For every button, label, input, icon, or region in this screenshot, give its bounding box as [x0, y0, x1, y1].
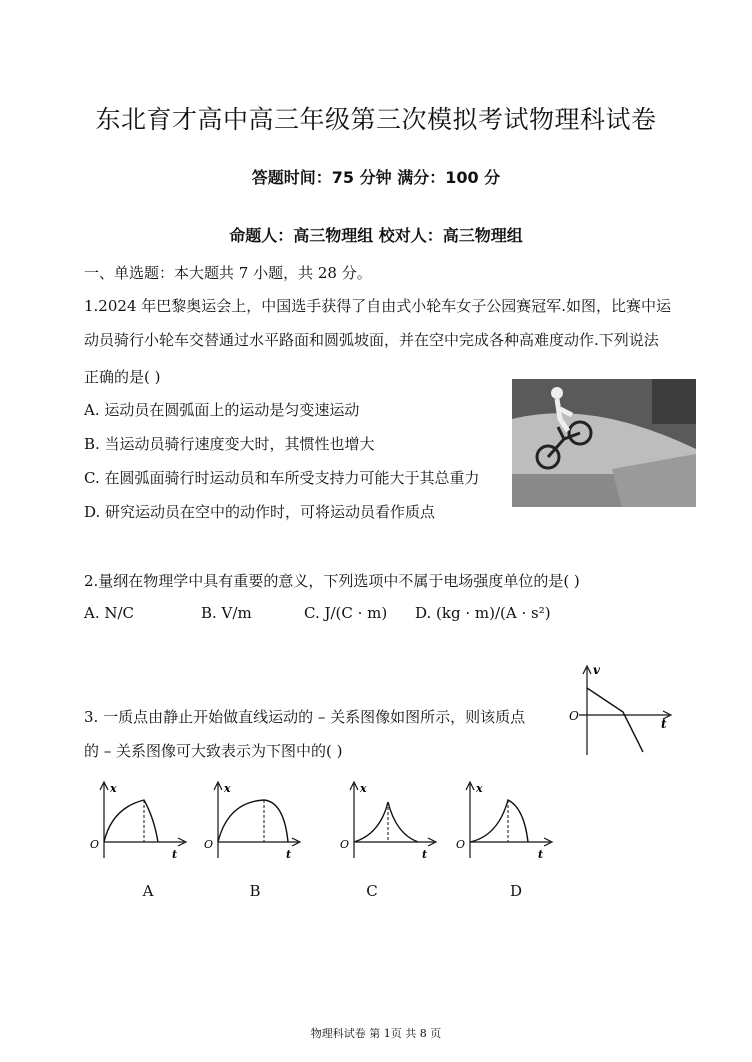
q1-stem-line3: 正确的是( )	[84, 368, 161, 386]
q1-stem-line1: 1.2024 年巴黎奥运会上，中国选手获得了自由式小轮车女子公园赛冠军.如图，比赛中运	[84, 297, 672, 315]
x-axis-label-c: x	[360, 782, 367, 795]
x-axis-label-b: x	[224, 782, 231, 795]
q3-stem-line2: 的 – 关系图像可大致表示为下图中的( )	[84, 742, 343, 760]
q3-stem-line1: 3. 一质点由静止开始做直线运动的 – 关系图像如图所示，则该质点	[84, 708, 526, 726]
x-axis-label-d: x	[476, 782, 483, 795]
t-axis-label-d: t	[538, 848, 544, 861]
exam-title: 东北育才高中高三年级第三次模拟考试物理科试卷	[95, 105, 657, 134]
t-axis-label-a: t	[172, 848, 178, 861]
x-t-graph-b	[198, 778, 308, 866]
origin-label-b: O	[204, 838, 214, 851]
choice-label-a: A	[142, 882, 154, 900]
q1-option-a: A. 运动员在圆弧面上的运动是匀变速运动	[84, 401, 360, 419]
choice-label-c: C	[366, 882, 378, 900]
x-axis-label-a: x	[110, 782, 117, 795]
q2-option-a: A. N/C	[84, 604, 135, 622]
bmx-rider-photo	[512, 379, 696, 507]
q1-option-b: B. 当运动员骑行速度变大时，其惯性也增大	[84, 435, 375, 453]
q2-option-c: C. J/(C · m)	[304, 604, 388, 622]
q1-stem-line2: 动员骑行小轮车交替通过水平路面和圆弧坡面，并在空中完成各种高难度动作.下列说法	[84, 331, 659, 349]
origin-label: O	[569, 709, 579, 723]
q1-option-c: C. 在圆弧面骑行时运动员和车所受支持力可能大于其总重力	[84, 469, 480, 487]
x-t-graph-a	[84, 778, 194, 866]
q1-option-d: D. 研究运动员在空中的动作时，可将运动员看作质点	[84, 503, 436, 521]
x-t-graph-c	[334, 778, 444, 866]
choice-label-b: B	[249, 882, 261, 900]
origin-label-d: O	[456, 838, 466, 851]
v-axis-label: v	[593, 663, 600, 677]
q2-option-b: B. V/m	[201, 604, 252, 622]
choice-label-d: D	[509, 882, 523, 900]
t-axis-label: t	[661, 717, 667, 731]
origin-label-a: O	[90, 838, 100, 851]
t-axis-label-b: t	[286, 848, 292, 861]
section-heading: 一、单选题：本大题共 7 小题，共 28 分。	[84, 264, 372, 282]
q2-option-d: D. (kg · m)/(A · s²)	[415, 604, 551, 622]
origin-label-c: O	[340, 838, 350, 851]
page-footer: 物理科试卷 第 1页 共 8 页	[310, 1027, 442, 1040]
x-t-graph-d	[450, 778, 560, 866]
t-axis-label-c: t	[422, 848, 428, 861]
exam-time-line: 答题时间：75 分钟 满分：100 分	[251, 168, 501, 187]
exam-author-line: 命题人：高三物理组 校对人：高三物理组	[229, 226, 523, 245]
q2-stem: 2.量纲在物理学中具有重要的意义，下列选项中不属于电场强度单位的是( )	[84, 572, 580, 590]
v-t-graph	[565, 660, 685, 760]
